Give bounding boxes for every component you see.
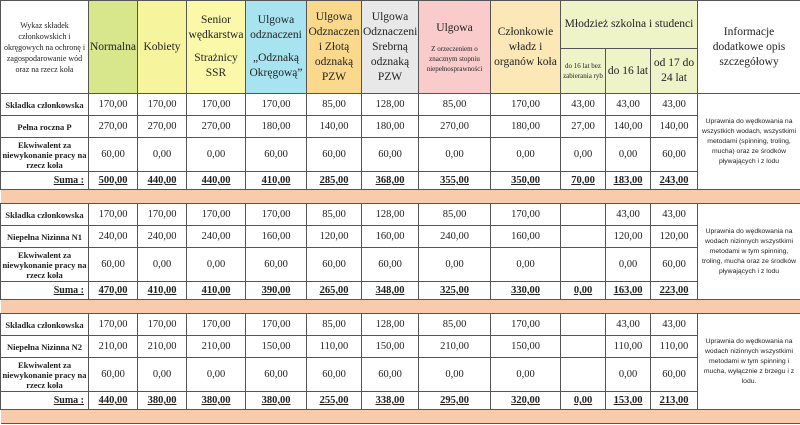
row-label: Składka członkowska	[1, 204, 89, 226]
fee-cell: 0,00	[606, 358, 651, 392]
sum-cell: 355,00	[419, 172, 491, 190]
fee-cell: 85,00	[419, 94, 491, 116]
fee-cell: 60,00	[246, 248, 307, 282]
fee-cell: 60,00	[307, 248, 362, 282]
sum-cell: 410,00	[138, 282, 187, 300]
table-row	[1, 226, 800, 248]
sum-cell: 183,00	[606, 172, 651, 190]
column-title: Ulgowa Odznaczeni Srebrną odznaką PZW	[363, 10, 418, 83]
sum-cell: 410,00	[246, 172, 307, 190]
fee-cell: 240,00	[419, 226, 491, 248]
fee-cell: 0,00	[419, 248, 491, 282]
sum-label: Suma :	[1, 392, 89, 410]
fee-cell: 0,00	[491, 248, 561, 282]
fee-cell: 170,00	[187, 94, 246, 116]
column-note: Z orzeczeniem o znacznym stopniu niepełnosprawności	[426, 44, 483, 73]
fee-cell: 160,00	[246, 226, 307, 248]
row-label: Ekwiwalent za niewykonanie pracy na rzecz koła	[2, 359, 87, 390]
fee-cell: 240,00	[138, 226, 187, 248]
info-cell: Uprawnia do wędkowania na wodach nizinnych wszystkimi metodami w tym spinning i mucha, wyłącznie z brzegu i z lodu.	[698, 314, 800, 410]
fee-cell	[561, 336, 606, 358]
fee-cell: 43,00	[651, 94, 698, 116]
column-header	[246, 1, 307, 94]
fee-cell: 0,00	[491, 358, 561, 392]
column-title: Członkowie władz i organów koła	[494, 25, 557, 68]
sum-cell: 163,00	[606, 282, 651, 300]
fee-cell: 110,00	[307, 336, 362, 358]
info-cell: Uprawnia do wędkowania na wodach nizinnych wszystkimi metodami w tym spinning, troling, mucha oraz ze środków pływających i z lodu	[698, 204, 800, 300]
fee-cell: 270,00	[138, 116, 187, 138]
table-body	[1, 94, 800, 424]
fee-cell: 0,00	[187, 248, 246, 282]
sum-cell: 338,00	[362, 392, 419, 410]
fee-cell: 120,00	[307, 226, 362, 248]
section-divider	[1, 300, 800, 314]
fee-cell: 170,00	[89, 314, 138, 336]
sum-cell: 320,00	[491, 392, 561, 410]
fee-cell: 170,00	[491, 204, 561, 226]
column-header	[362, 1, 419, 94]
fee-cell: 60,00	[89, 138, 138, 172]
header-label-column: Wykaz składek członkowskich i okręgowych na ochronę i zagospodarowanie wód oraz na rzecz koła	[1, 1, 89, 94]
sum-cell: 243,00	[651, 172, 698, 190]
fee-cell	[561, 358, 606, 392]
table-row	[1, 336, 800, 358]
fee-cell: 60,00	[89, 358, 138, 392]
fee-cell: 170,00	[187, 314, 246, 336]
fee-cell: 128,00	[362, 204, 419, 226]
sum-cell: 255,00	[307, 392, 362, 410]
fee-cell: 85,00	[419, 314, 491, 336]
table-row	[1, 116, 800, 138]
fee-cell: 43,00	[561, 94, 606, 116]
fee-cell: 0,00	[491, 138, 561, 172]
fee-cell: 43,00	[606, 204, 651, 226]
column-header	[307, 1, 362, 94]
sum-cell: 330,00	[491, 282, 561, 300]
sum-row	[1, 172, 800, 190]
fee-cell	[561, 204, 606, 226]
sum-row	[1, 282, 800, 300]
fee-cell: 240,00	[89, 226, 138, 248]
fee-cell: 60,00	[307, 138, 362, 172]
fee-cell: 270,00	[89, 116, 138, 138]
fee-cell: 180,00	[246, 116, 307, 138]
fee-cell: 150,00	[362, 336, 419, 358]
fee-cell: 0,00	[419, 358, 491, 392]
sum-cell: 285,00	[307, 172, 362, 190]
fee-cell: 140,00	[307, 116, 362, 138]
sum-cell: 440,00	[138, 172, 187, 190]
sum-cell: 380,00	[138, 392, 187, 410]
sum-cell: 348,00	[362, 282, 419, 300]
sum-cell: 223,00	[651, 282, 698, 300]
youth-subheader: do 16 lat bez zabierania ryb	[561, 49, 606, 94]
fee-cell: 120,00	[651, 226, 698, 248]
fee-cell: 170,00	[187, 204, 246, 226]
fee-cell: 85,00	[307, 94, 362, 116]
divider-band	[1, 300, 800, 314]
fee-cell: 170,00	[89, 94, 138, 116]
fee-cell	[561, 226, 606, 248]
sum-cell: 390,00	[246, 282, 307, 300]
divider-band	[1, 410, 800, 424]
divider-band	[1, 190, 800, 204]
column-title: Senior wędkarstwa	[188, 14, 244, 41]
fee-cell: 180,00	[362, 116, 419, 138]
sum-cell: 500,00	[89, 172, 138, 190]
fee-cell: 270,00	[187, 116, 246, 138]
fee-cell: 270,00	[419, 116, 491, 138]
fee-cell: 85,00	[419, 204, 491, 226]
fee-cell: 170,00	[138, 314, 187, 336]
fee-cell: 43,00	[651, 204, 698, 226]
fee-cell: 60,00	[651, 248, 698, 282]
fee-cell: 60,00	[651, 138, 698, 172]
youth-subheader: od 17 do 24 lat	[651, 49, 698, 94]
row-label: Ekwiwalent za niewykonanie pracy na rzecz koła	[2, 249, 87, 280]
fee-cell: 60,00	[89, 248, 138, 282]
fee-cell: 0,00	[138, 138, 187, 172]
section-divider	[1, 410, 800, 424]
fee-cell: 27,00	[561, 116, 606, 138]
sum-cell: 368,00	[362, 172, 419, 190]
fee-cell: 60,00	[362, 248, 419, 282]
fee-cell: 180,00	[491, 116, 561, 138]
fee-cell: 0,00	[138, 358, 187, 392]
fee-cell: 0,00	[419, 138, 491, 172]
fee-cell: 120,00	[606, 226, 651, 248]
fee-cell: 43,00	[606, 314, 651, 336]
fee-cell: 170,00	[491, 314, 561, 336]
fee-cell: 170,00	[138, 94, 187, 116]
sum-cell: 213,00	[651, 392, 698, 410]
sum-cell: 440,00	[187, 172, 246, 190]
column-header	[89, 1, 138, 94]
fee-cell: 170,00	[246, 204, 307, 226]
sum-cell: 440,00	[89, 392, 138, 410]
fee-cell	[561, 248, 606, 282]
fee-cell: 60,00	[246, 138, 307, 172]
fee-cell: 170,00	[138, 204, 187, 226]
fee-cell: 210,00	[419, 336, 491, 358]
column-title: Ulgowa	[436, 21, 473, 34]
fee-cell: 170,00	[89, 204, 138, 226]
sum-label: Suma :	[1, 282, 89, 300]
fee-cell: 60,00	[362, 138, 419, 172]
sum-cell: 70,00	[561, 172, 606, 190]
fee-cell: 128,00	[362, 94, 419, 116]
sum-cell: 470,00	[89, 282, 138, 300]
sum-row	[1, 392, 800, 410]
section-divider	[1, 190, 800, 204]
fee-cell: 0,00	[187, 358, 246, 392]
fee-cell: 170,00	[246, 314, 307, 336]
fee-cell: 140,00	[606, 116, 651, 138]
fee-cell: 43,00	[606, 94, 651, 116]
fee-cell: 85,00	[307, 204, 362, 226]
row-label: Niepełna Nizinna N2	[1, 336, 89, 358]
table-row	[1, 204, 800, 226]
youth-subheader: do 16 lat	[606, 49, 651, 94]
fee-cell: 160,00	[491, 226, 561, 248]
fee-cell: 210,00	[187, 336, 246, 358]
fee-cell: 140,00	[651, 116, 698, 138]
fee-cell: 170,00	[246, 94, 307, 116]
column-title: Ulgowa Odznaczen i Złotą odznaką PZW	[308, 10, 360, 83]
fee-cell: 43,00	[651, 314, 698, 336]
fee-cell: 150,00	[491, 336, 561, 358]
row-label: Składka członkowska	[1, 94, 89, 116]
column-title: Ulgowa odznaczeni	[250, 14, 302, 41]
sum-label: Suma :	[1, 172, 89, 190]
table-row	[1, 94, 800, 116]
fee-cell: 128,00	[362, 314, 419, 336]
sum-cell: 350,00	[491, 172, 561, 190]
table-row	[1, 248, 800, 282]
sum-cell: 380,00	[187, 392, 246, 410]
info-header: Informacje dodatkowe opis szczegółowy	[698, 1, 800, 94]
sum-cell: 153,00	[606, 392, 651, 410]
fee-cell: 0,00	[138, 248, 187, 282]
column-note: „Odznaką Okręgową”	[249, 52, 303, 79]
row-label: Składka członkowska	[1, 314, 89, 336]
column-header	[138, 1, 187, 94]
sum-cell: 410,00	[187, 282, 246, 300]
row-label: Niepełna Nizinna N1	[1, 226, 89, 248]
fee-cell: 160,00	[362, 226, 419, 248]
column-header	[491, 1, 561, 94]
fee-cell: 0,00	[606, 248, 651, 282]
sum-cell: 0,00	[561, 392, 606, 410]
fee-cell: 0,00	[187, 138, 246, 172]
youth-header: Młodzież szkolna i studenci	[561, 1, 698, 49]
fee-cell	[561, 314, 606, 336]
fee-cell: 110,00	[606, 336, 651, 358]
row-label: Pełna roczna P	[1, 116, 89, 138]
fee-cell: 210,00	[89, 336, 138, 358]
column-header	[419, 1, 491, 94]
fee-cell: 240,00	[187, 226, 246, 248]
fee-cell: 85,00	[307, 314, 362, 336]
table-row	[1, 314, 800, 336]
fee-cell: 110,00	[651, 336, 698, 358]
fee-cell: 170,00	[491, 94, 561, 116]
sum-cell: 265,00	[307, 282, 362, 300]
fee-cell: 0,00	[561, 138, 606, 172]
column-note: Strażnicy SSR	[194, 52, 238, 79]
fee-cell: 60,00	[307, 358, 362, 392]
sum-cell: 380,00	[246, 392, 307, 410]
fee-cell: 60,00	[651, 358, 698, 392]
table-header	[1, 1, 800, 94]
fee-cell: 60,00	[362, 358, 419, 392]
info-cell: Uprawnia do wędkowania na wszystkich wodach, wszystkimi metodami (spinning, troling, mucha) oraz ze środków pływających i z lodu	[698, 94, 800, 190]
fee-cell: 150,00	[246, 336, 307, 358]
fee-cell: 60,00	[246, 358, 307, 392]
column-title: Normalna	[90, 40, 136, 53]
fee-cell: 210,00	[138, 336, 187, 358]
sum-cell: 325,00	[419, 282, 491, 300]
row-label: Ekwiwalent za niewykonanie pracy na rzecz koła	[2, 139, 87, 170]
table-row	[1, 138, 800, 172]
sum-cell: 295,00	[419, 392, 491, 410]
fee-cell: 0,00	[606, 138, 651, 172]
column-header	[187, 1, 246, 94]
column-title: Kobiety	[143, 40, 181, 53]
table-row	[1, 358, 800, 392]
sum-cell: 0,00	[561, 282, 606, 300]
